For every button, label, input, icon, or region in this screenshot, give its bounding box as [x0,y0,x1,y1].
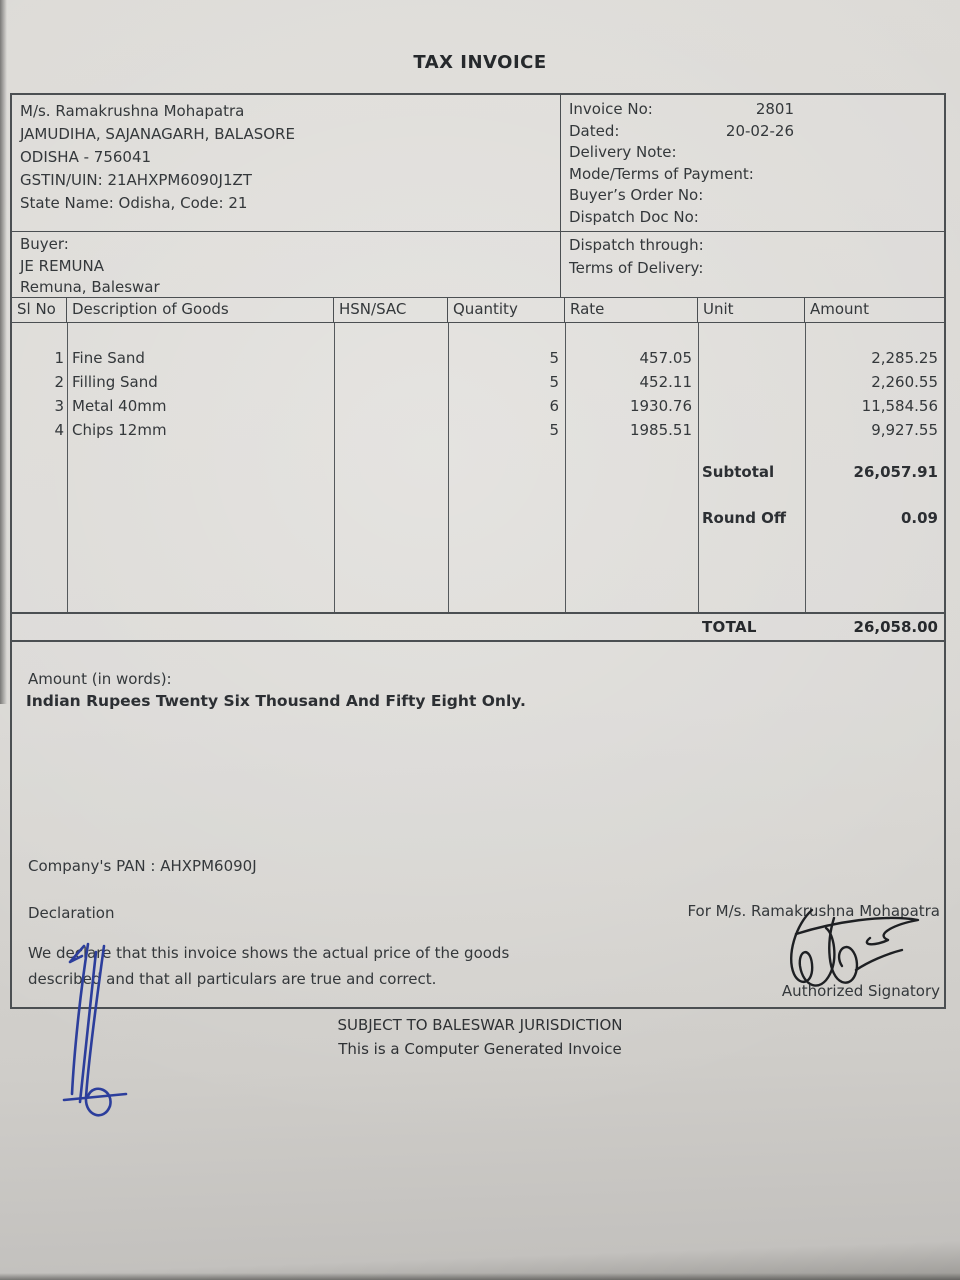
amount-in-words-label: Amount (in words): [28,670,172,688]
item-hsn [334,370,448,394]
item-description: Chips 12mm [72,421,167,439]
seller-address-line2: ODISHA - 756041 [20,148,152,166]
column-divider [698,323,699,612]
delivery-note-label: Delivery Note: [569,143,677,161]
dated-value: 20-02-26 [725,121,794,140]
footer-computer-generated-line: This is a Computer Generated Invoice [338,1040,622,1058]
item-rate: 1985.51 [629,421,692,439]
invoice-frame [10,93,946,1009]
item-description: Filling Sand [72,373,158,391]
item-amount: 9,927.55 [871,421,938,439]
invoice-no-label: Invoice No: [569,100,653,118]
item-sl: 1 [54,349,64,367]
footer-jurisdiction-line: SUBJECT TO BALESWAR JURISDICTION [337,1016,623,1034]
column-divider [334,323,335,612]
items-table-body [12,322,944,612]
seller-gstin: GSTIN/UIN: 21AHXPM6090J1ZT [20,171,252,189]
delivery-note-row [569,142,944,164]
company-pan: Company's PAN : AHXPM6090J [28,857,257,875]
signatory-for-line: For M/s. Ramakrushna Mohapatra [687,902,940,920]
declaration-body: We declare that this invoice shows the actual price of the goods described and that all particulars are true and correct. [28,944,510,988]
items-table-header [12,298,944,322]
item-unit [698,370,805,394]
footer-note [0,1013,960,1061]
col-header-unit: Unit [698,298,805,322]
seller-block [12,95,560,231]
page-title: TAX INVOICE [413,52,547,73]
item-unit [698,346,805,370]
invoice-no-row [569,99,944,121]
item-description: Metal 40mm [72,397,167,415]
buyer-name: JE REMUNA [20,256,104,275]
buyers-order-label: Buyer’s Order No: [569,186,704,204]
item-amount: 11,584.56 [861,397,938,415]
item-quantity: 6 [549,397,559,415]
invoice-no-value: 2801 [755,100,794,118]
item-hsn [334,346,448,370]
invoice-meta-block [560,95,944,231]
buyer-label: Buyer: [20,235,69,253]
seller-state: State Name: Odisha, Code: 21 [20,194,248,212]
payment-terms-row [569,164,944,186]
dispatch-doc-row [569,207,944,229]
terms-of-delivery-label: Terms of Delivery: [569,259,704,277]
item-rate: 1930.76 [629,397,692,415]
item-amount: 2,285.25 [871,349,938,367]
authorized-signatory-label: Authorized Signatory [781,982,940,1000]
item-amount: 2,260.55 [871,373,938,391]
column-divider [805,323,806,612]
item-quantity: 5 [549,373,559,391]
parties-section [12,95,944,232]
buyer-section [12,232,944,298]
dated-label: Dated: [569,121,620,140]
col-header-quantity: Quantity [448,298,565,322]
item-hsn [334,394,448,418]
item-unit [698,418,805,442]
column-divider [565,323,566,612]
declaration-heading: Declaration [28,904,115,922]
column-divider [448,323,449,612]
item-rate: 452.11 [639,373,692,391]
buyer-block [12,232,560,297]
col-header-amount: Amount [810,300,869,318]
dispatch-doc-label: Dispatch Doc No: [569,207,699,226]
buyers-order-row [569,185,944,207]
payment-terms-label: Mode/Terms of Payment: [569,164,754,183]
column-divider [67,323,68,612]
round-off-value: 0.09 [900,509,938,527]
item-sl: 3 [54,397,64,415]
item-quantity: 5 [549,421,559,439]
total-value: 26,058.00 [853,618,938,636]
item-hsn [334,418,448,442]
subtotal-value: 26,057.91 [853,463,938,481]
seller-address-line1: JAMUDIHA, SAJANAGARH, BALASORE [20,125,295,143]
item-sl: 2 [54,373,64,391]
amount-in-words-value: Indian Rupees Twenty Six Thousand And Fifty Eight Only. [26,692,526,710]
pen-scribble-mark [50,942,142,1132]
dated-row [569,121,944,143]
item-quantity: 5 [549,349,559,367]
lower-section [12,642,944,1007]
col-header-sl: Sl No [12,298,67,322]
round-off-label: Round Off [702,509,787,527]
item-sl: 4 [54,421,64,439]
item-description: Fine Sand [72,349,145,367]
col-header-rate: Rate [565,298,698,322]
total-label: TOTAL [702,618,757,636]
item-unit [698,394,805,418]
col-header-description: Description of Goods [67,298,334,322]
item-rate: 457.05 [639,349,692,367]
seller-name: M/s. Ramakrushna Mohapatra [20,102,245,120]
total-row [12,612,944,642]
col-header-hsn: HSN/SAC [334,298,448,322]
buyer-address: Remuna, Baleswar [20,278,160,296]
dispatch-block [560,232,944,297]
dispatch-through-label: Dispatch through: [569,236,704,254]
subtotal-label: Subtotal [702,463,775,481]
